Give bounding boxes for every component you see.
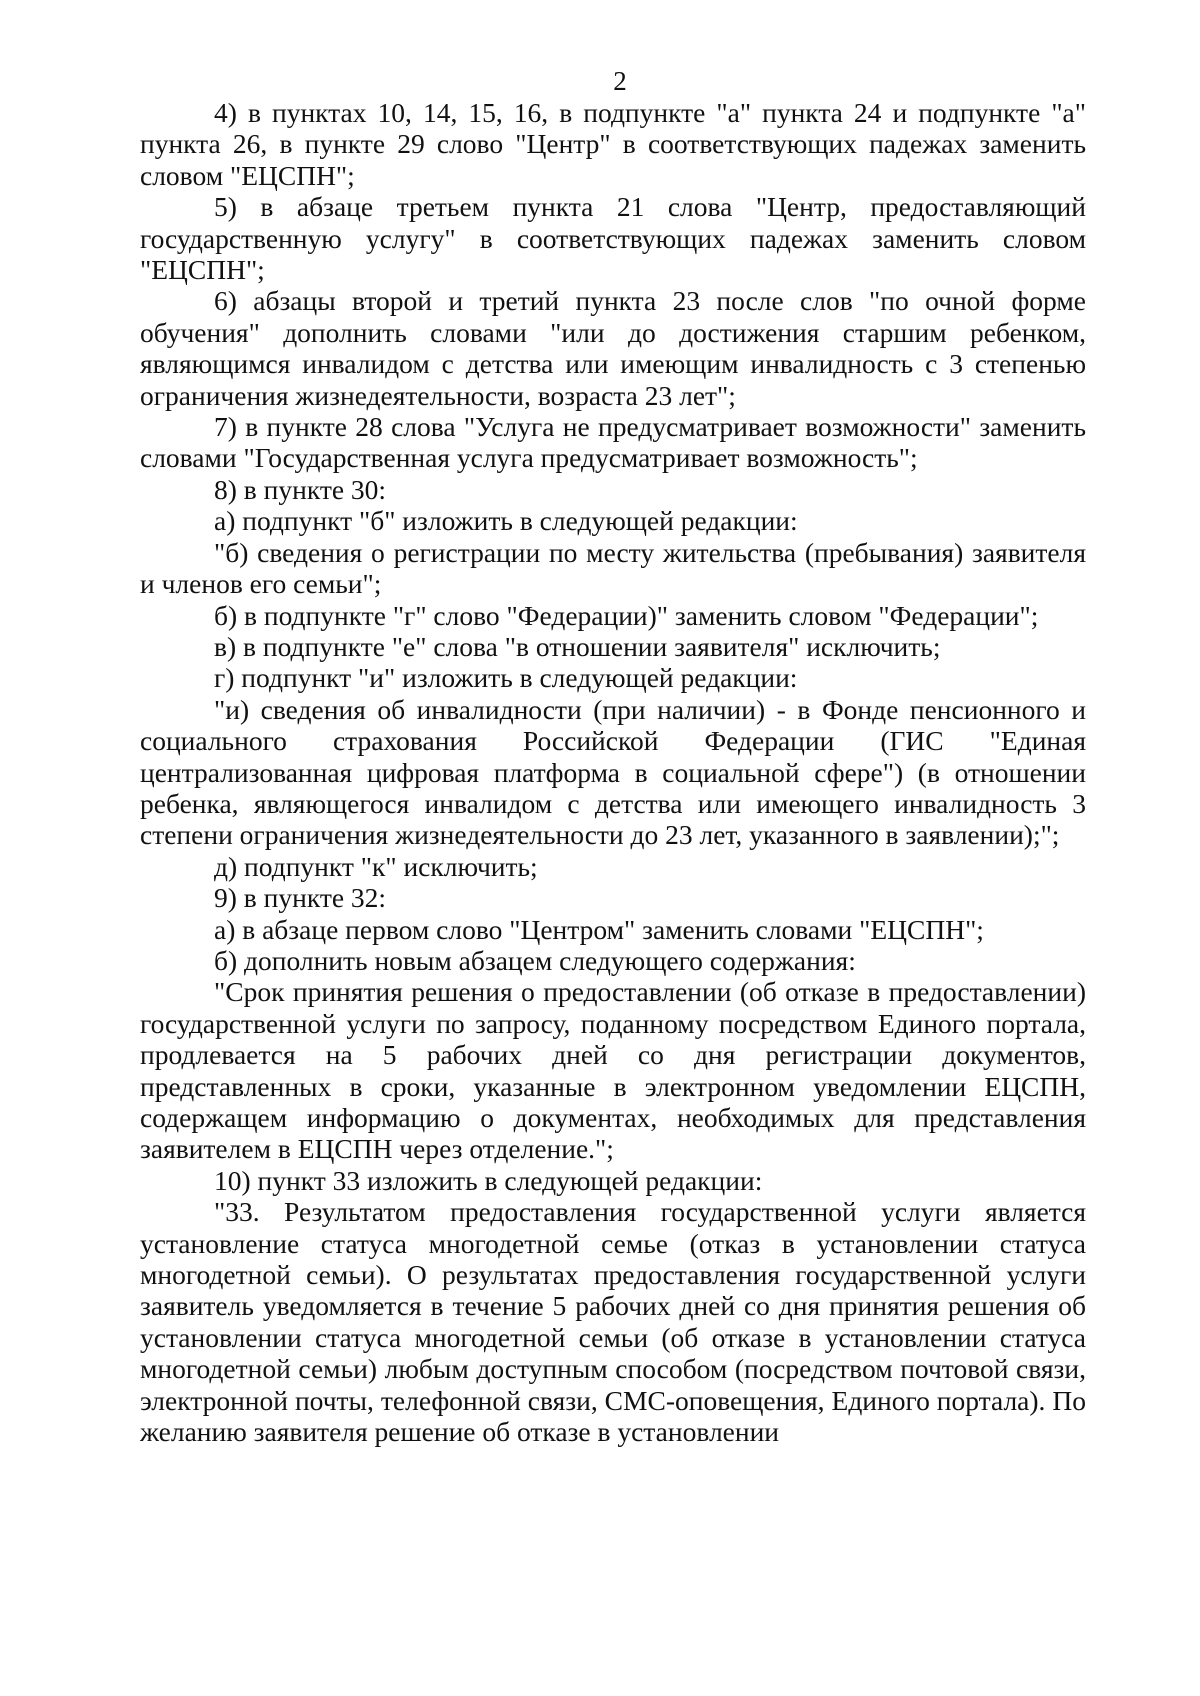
paragraph-item-8: 8) в пункте 30: [214,473,387,505]
paragraph-subitem-8g: г) подпункт "и" изложить в следующей редакции: [214,662,798,694]
paragraph-subitem-8v: в) в подпункте "е" слова "в отношении заявителя" исключить; [214,630,941,662]
paragraph-item-5: 5) в абзаце третьем пункта 21 слова "Центр, предоставляющий государственную услугу" в соответствующих падежах заменить словом "ЕЦСПН"; [140,191,1086,286]
paragraph-quote-10: "33. Результатом предоставления государственной услуги является установление статуса многодетной семье (отказ в установлении статуса многодетной семьи). О результатах предоставления государственной услуги заявитель уведомляется в течение 5 рабочих дней со дня принятия решения об установлении статуса многодетной семьи (об отказе в установлении статуса многодетной семьи) любым доступным способом (посредством почтовой связи, электронной почты, телефонной связи, СМС-оповещения, Единого портала). По желанию заявителя решение об отказе в установлении [140,1196,1086,1448]
paragraph-subitem-8b: б) в подпункте "г" слово "Федерации)" заменить словом "Федерации"; [214,599,1039,631]
paragraph-quote-8a: "б) сведения о регистрации по месту жительства (пребывания) заявителя и членов его семьи"; [140,536,1086,600]
paragraph-item-7: 7) в пункте 28 слова "Услуга не предусматривает возможности" заменить словами "Государственная услуга предусматривает возможность"; [140,411,1086,474]
paragraph-item-4: 4) в пунктах 10, 14, 15, 16, в подпункте "а" пункта 24 и подпункте "а" пункта 26, в пункте 29 слово "Центр" в соответствующих падежах заменить словом "ЕЦСПН"; [140,97,1086,191]
paragraph-subitem-8a: а) подпункт "б" изложить в следующей редакции: [214,505,798,537]
paragraph-subitem-9a: а) в абзаце первом слово "Центром" заменить словами "ЕЦСПН"; [214,913,984,945]
paragraph-item-10: 10) пункт 33 изложить в следующей редакции: [214,1164,763,1196]
paragraph-item-9: 9) в пункте 32: [214,882,387,914]
document-body [140,97,1086,1447]
paragraph-subitem-8d: д) подпункт "к" исключить; [214,850,538,882]
paragraph-subitem-9b: б) дополнить новым абзацем следующего содержания: [214,944,856,976]
paragraph-item-6: 6) абзацы второй и третий пункта 23 после слов "по очной форме обучения" дополнить словами "или до достижения старшим ребенком, являющимся инвалидом с детства или имеющим инвалидность с 3 степенью ограничения жизнедеятельности, возраста 23 лет"; [140,285,1086,411]
page-number: 2 [613,66,627,96]
paragraph-quote-9b: "Срок принятия решения о предоставлении (об отказе в предоставлении) государственной услуги по запросу, поданному посредством Единого портала, продлевается на 5 рабочих дней со дня регистрации документов, представленных в сроки, указанные в электронном уведомлении ЕЦСПН, содержащем информацию о документах, необходимых для представления заявителем в ЕЦСПН через отделение."; [140,976,1086,1165]
paragraph-quote-8g: "и) сведения об инвалидности (при наличии) - в Фонде пенсионного и социального страхования Российской Федерации (ГИС "Единая централизованная цифровая платформа в социальной сфере") (в отношении ребенка, являющегося инвалидом с детства или имеющего инвалидность 3 степени ограничения жизнедеятельности до 23 лет, указанного в заявлении);"; [140,693,1086,851]
